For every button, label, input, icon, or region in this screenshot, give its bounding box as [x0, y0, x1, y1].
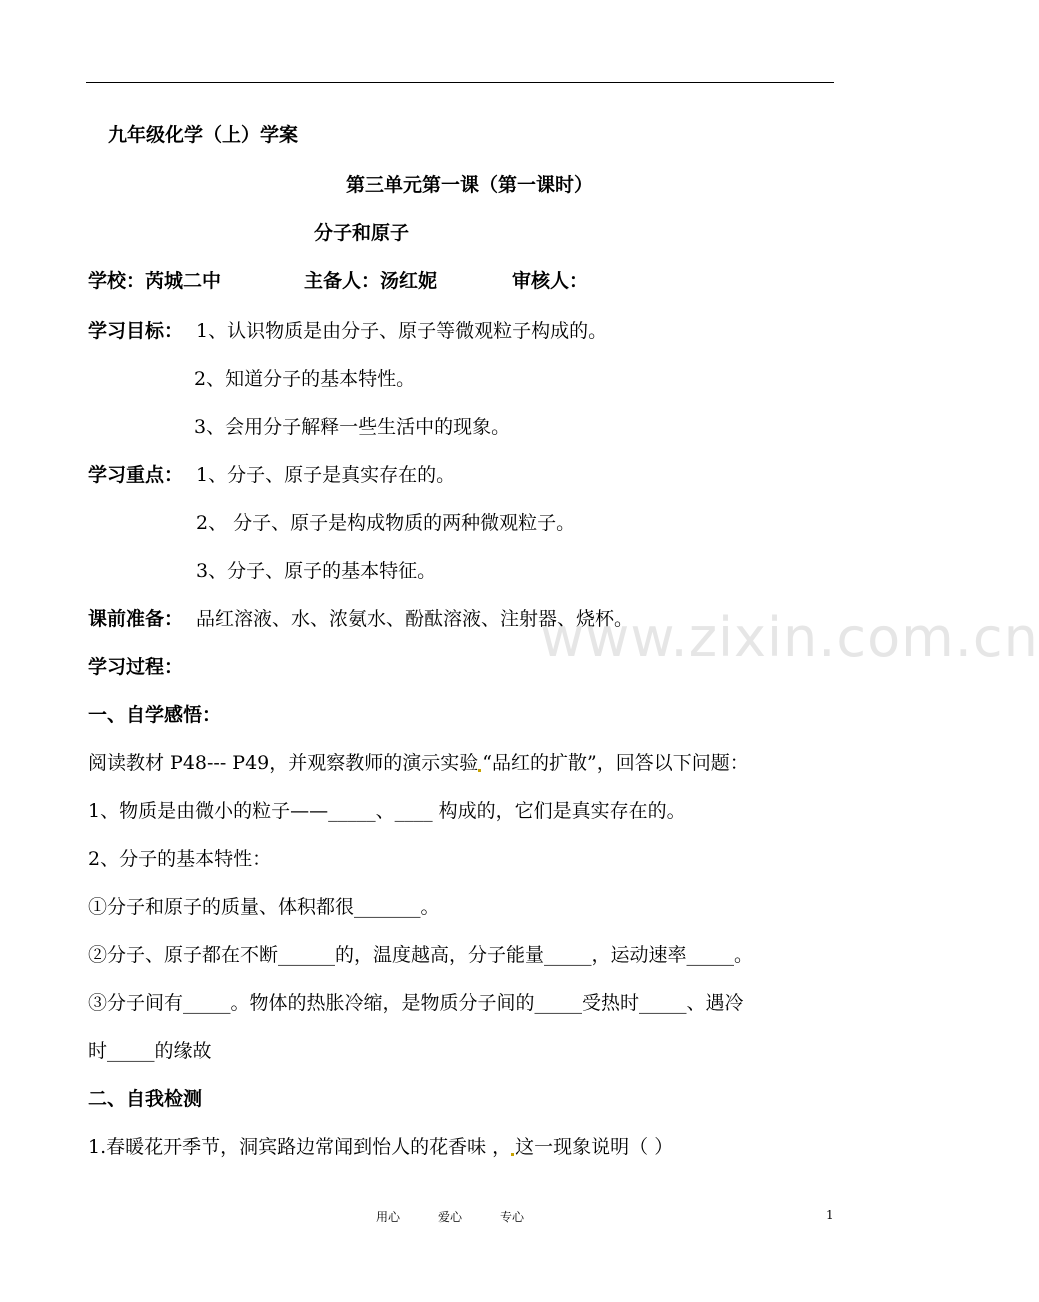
- footer-item: 爱心: [438, 1210, 463, 1224]
- footer-item: 用心: [376, 1210, 401, 1224]
- question-line: 2、分子的基本特性：: [88, 848, 272, 870]
- key-points-label: 学习重点：: [88, 464, 184, 486]
- section1-heading: 一、自学感悟：: [88, 704, 222, 726]
- question-line: 时_____的缘故: [88, 1040, 212, 1062]
- question-part: 这一现象说明（ ）: [515, 1136, 674, 1158]
- lesson-title: 分子和原子: [314, 222, 410, 244]
- objective-item: 2、知道分子的基本特性。: [194, 368, 416, 390]
- course-title: 九年级化学（上）学案: [108, 124, 299, 146]
- question-part: 1.春暖花开季节，洞宾路边常闻到怡人的花香味 ，: [88, 1136, 512, 1158]
- objectives-label: 学习目标：: [88, 320, 184, 342]
- school-label: 学校：芮城二中: [88, 270, 222, 292]
- question-line: ①分子和原子的质量、体积都很_______。: [88, 896, 440, 918]
- section1-intro: [88, 750, 749, 776]
- key-point-item: 1、分子、原子是真实存在的。: [196, 464, 456, 486]
- question-line: ③分子间有_____。物体的热胀冷缩，是物质分子间的_____受热时_____、遇冷: [88, 992, 744, 1014]
- question-line: ②分子、原子都在不断______的，温度越高，分子能量_____，运动速率_____。: [88, 944, 754, 966]
- section2-heading: 二、自我检测: [88, 1088, 203, 1110]
- footer-item: 专心: [500, 1210, 525, 1224]
- preparation-label: 课前准备：: [88, 608, 184, 630]
- header-rule: [86, 82, 834, 83]
- objective-item: 3、会用分子解释一些生活中的现象。: [194, 416, 511, 438]
- key-point-item: 2、 分子、原子是构成物质的两种微观粒子。: [196, 512, 576, 534]
- footer-motto: [376, 1208, 562, 1225]
- unit-title: 第三单元第一课（第一课时）: [346, 174, 594, 196]
- process-label: 学习过程：: [88, 656, 184, 678]
- objective-item: 1、认识物质是由分子、原子等微观粒子构成的。: [196, 320, 608, 342]
- key-point-item: 3、分子、原子的基本特征。: [196, 560, 437, 582]
- section1-intro-part: “品红的扩散”，回答以下问题：: [482, 752, 749, 774]
- edit-mark: [511, 1153, 514, 1156]
- preparer-label: 主备人：汤红妮: [304, 270, 438, 292]
- question-line: 1、物质是由微小的粒子——_____、____ 构成的，它们是真实存在的。: [88, 800, 686, 822]
- page-number: 1: [826, 1208, 834, 1222]
- edit-mark: [478, 769, 481, 772]
- watermark: www.zixin.com.cn: [540, 606, 1039, 669]
- section1-intro-part: 阅读教材 P48--- P49，并观察教师的演示实验: [88, 752, 479, 774]
- reviewer-label: 审核人：: [512, 270, 589, 292]
- preparation-text: 品红溶液、水、浓氨水、酚酞溶液、注射器、烧杯。: [196, 608, 634, 630]
- question-line: [88, 1134, 673, 1160]
